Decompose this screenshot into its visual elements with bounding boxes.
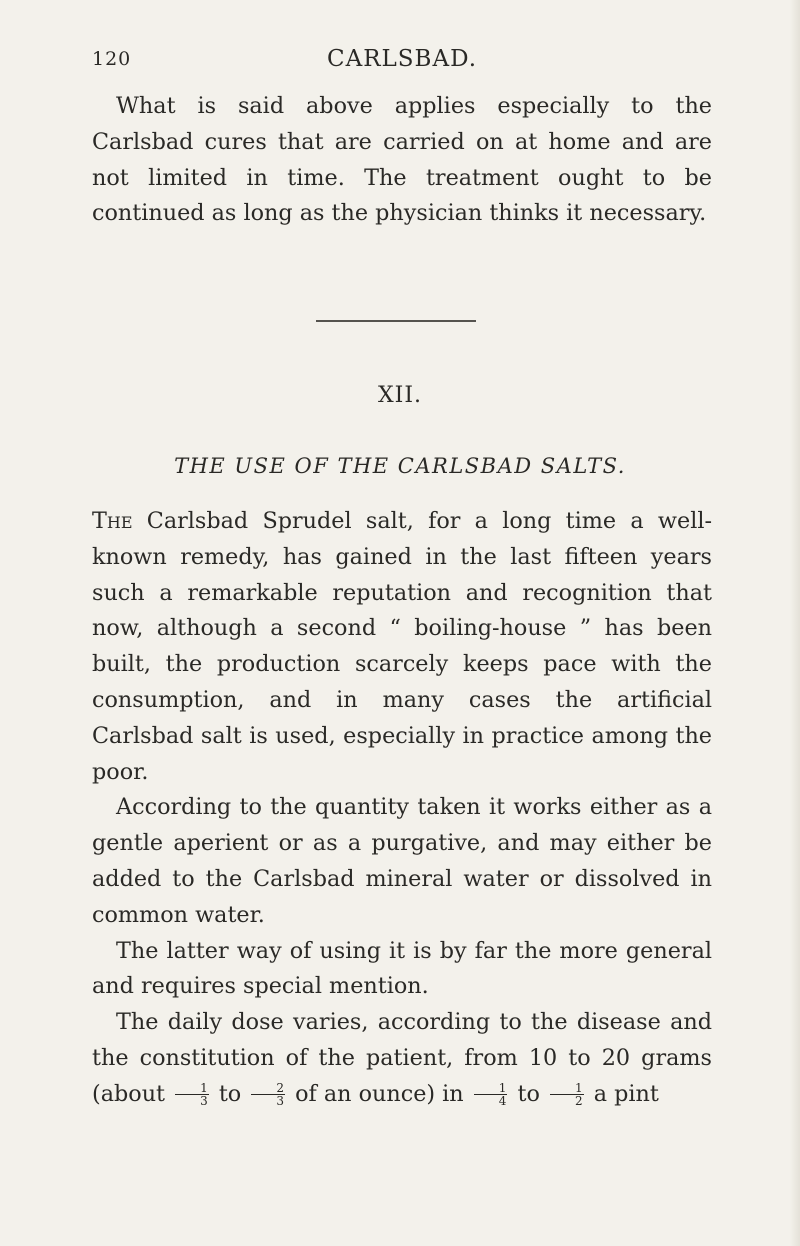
paragraph-1-text: Carlsbad Sprudel salt, for a long time a well-known remedy, has gained in the last fifteen years such a remarkable reputation and recognition that now, although a second “ boiling-house ” has been built, the production scarcely keeps pace with the consumption, and in many cases the artificial Carlsbad salt is used, especially in practice among the poor. [92, 508, 712, 785]
fraction-one-half: $\frac{1}{2}$ [550, 1082, 584, 1107]
fraction-one-third: $\frac{1}{3}$ [175, 1082, 209, 1107]
paragraph-4 [92, 1005, 712, 1112]
section-number: XII. [377, 383, 423, 408]
paragraph-4-text-e: a pint [593, 1080, 659, 1107]
page-edge-shadow [790, 0, 800, 1246]
paragraph-lead-word: The [92, 508, 133, 534]
intro-block [92, 89, 712, 232]
paragraph-4-text-a: The daily dose varies, according to the disease and the constitution of the patient, from 10 to 20 grams (about [92, 1009, 712, 1107]
paragraph-4-text-c: of an ounce) in [295, 1080, 464, 1107]
paragraph-1 [92, 504, 712, 790]
fraction-two-thirds: $\frac{2}{3}$ [251, 1082, 285, 1107]
paragraph-4-text-d: to [517, 1080, 540, 1107]
paragraph-3: The latter way of using it is by far the more general and requires special mention. [92, 937, 712, 1000]
page-header [92, 44, 712, 84]
section-divider [316, 320, 476, 322]
fraction-one-quarter: $\frac{1}{4}$ [474, 1082, 508, 1107]
running-head: CARLSBAD. [327, 46, 477, 72]
section-title: THE USE OF THE CARLSBAD SALTS. [174, 454, 626, 478]
intro-paragraph: What is said above applies especially to the Carlsbad cures that are carried on at home and are not limited in time. The treatment ought to be continued as long as the physician thinks it necessary. [92, 93, 712, 227]
paragraph-4-text-b: to [218, 1080, 242, 1107]
page-number: 120 [92, 48, 132, 70]
section-body [92, 504, 712, 1113]
paragraph-2: According to the quantity taken it works either as a gentle aperient or as a purgative, and may either be added to the Carlsbad mineral water or dissolved in common water. [92, 794, 712, 928]
